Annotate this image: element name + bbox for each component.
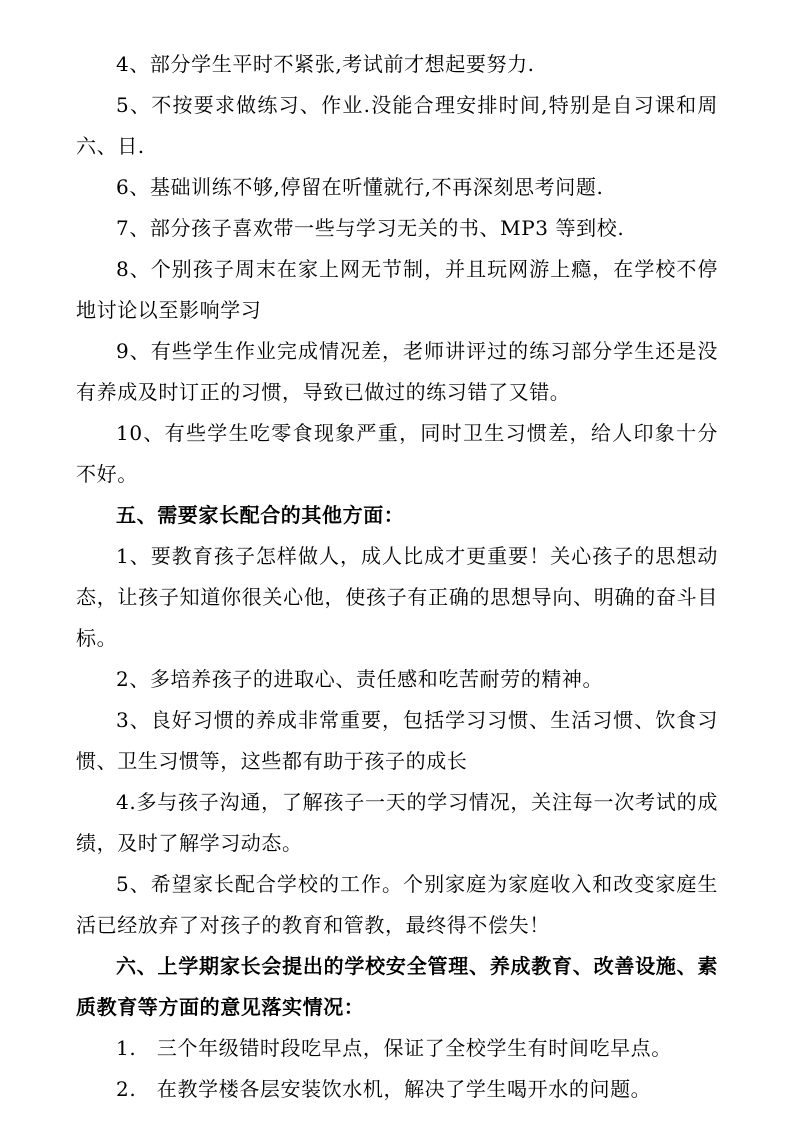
section-heading-five: 五、需要家长配合的其他方面： — [116, 503, 405, 527]
section-heading-six: 六、上学期家长会提出的学校安全管理、养成教育、改善设施、素质教育等方面的意见落实情况： — [76, 954, 718, 1019]
paragraph-item-5: 5、不按要求做练习、作业.没能合理安排时间,特别是自习课和周六、日. — [76, 93, 718, 158]
document-body — [76, 44, 718, 1110]
implementation-item-1: 1. 三个年级错时段吃早点，保证了全校学生有时间吃早点。 — [116, 1036, 672, 1060]
implementation-item-2: 2. 在教学楼各层安装饮水机，解决了学生喝开水的问题。 — [116, 1077, 652, 1101]
parent-advice-5: 5、希望家长配合学校的工作。个别家庭为家庭收入和改变家庭生活已经放弃了对孩子的教育和管教，最终得不偿失！ — [76, 872, 718, 937]
paragraph-item-6: 6、基础训练不够,停留在听懂就行,不再深刻思考问题. — [116, 175, 604, 199]
paragraph-item-8: 8、个别孩子周末在家上网无节制，并且玩网游上瘾，在学校不停地讨论以至影响学习 — [76, 257, 718, 322]
parent-advice-4: 4.多与孩子沟通，了解孩子一天的学习情况，关注每一次考试的成绩，及时了解学习动态。 — [76, 790, 718, 855]
parent-advice-3: 3、良好习惯的养成非常重要，包括学习习惯、生活习惯、饮食习惯、卫生习惯等，这些都有助于孩子的成长 — [76, 708, 718, 773]
parent-advice-1: 1、要教育孩子怎样做人，成人比成才更重要！关心孩子的思想动态，让孩子知道你很关心他，使孩子有正确的思想导向、明确的奋斗目标。 — [76, 544, 718, 650]
paragraph-item-7: 7、部分孩子喜欢带一些与学习无关的书、MP3 等到校. — [116, 216, 625, 240]
paragraph-item-4: 4、部分学生平时不紧张,考试前才想起要努力. — [116, 52, 535, 76]
paragraph-item-10: 10、有些学生吃零食现象严重，同时卫生习惯差，给人印象十分不好。 — [76, 421, 718, 486]
paragraph-item-9: 9、有些学生作业完成情况差，老师讲评过的练习部分学生还是没有养成及时订正的习惯，导致已做过的练习错了又错。 — [76, 339, 718, 404]
parent-advice-2: 2、多培养孩子的进取心、责任感和吃苦耐劳的精神。 — [116, 667, 604, 691]
